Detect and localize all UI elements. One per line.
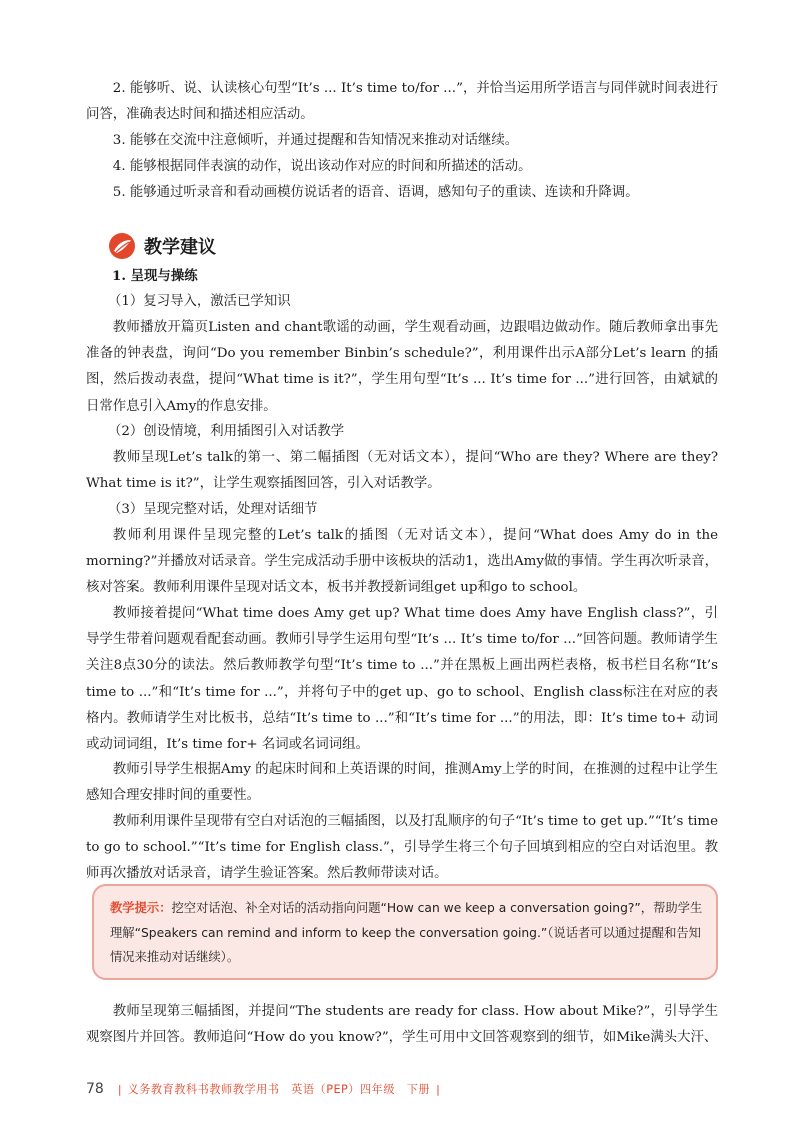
objective-4: 4. 能够根据同伴表演的动作，说出该动作对应的时间和所描述的活动。 (112, 159, 532, 174)
step-3-title: （3）呈现完整对话，处理对话细节 (108, 502, 318, 517)
step-1-body: 教师播放开篇页Listen and chant歌谣的动画，学生观看动画，边跟唱边做动作。随后教师拿出事先准备的钟表盘，询问“Do you remember Binbin’s schedule?”，利用课件出示A部分Let’s learn 的插图，然后拨动表盘，提问“What time is it?”，学生用句型“It’s ... It’s time for ...”进行回答，由斌斌的日常作息引入Amy的作息安排。 (86, 320, 718, 414)
teaching-tip (110, 896, 704, 970)
footer-divider-end: | (436, 1082, 440, 1096)
footer-book-title: 义务教育教科书教师教学用书 英语（PEP）四年级 下册 (127, 1083, 431, 1096)
book-leaf-icon (108, 232, 136, 260)
tip-label: 教学提示： (110, 901, 172, 915)
step-2-body: 教师呈现Let’s talk的第一、第二幅插图（无对话文本），提问“Who are they? Where are they? What time is it?”，让学生观察插图回答，引入对话教学。 (86, 450, 718, 492)
objective-2: 2. 能够听、说、认读核心句型“It’s ... It’s time to/for ...”，并恰当运用所学语言与同伴就时间表进行问答，准确表达时间和描述相应活动。 (86, 81, 718, 123)
objective-3: 3. 能够在交流中注意倾听，并通过提醒和告知情况来推动对话继续。 (112, 133, 519, 148)
step-3-para-4: 教师利用课件呈现带有空白对话泡的三幅插图，以及打乱顺序的句子“It’s time to get up.”“It’s time to go to school.”“It’s time for English class.”，引导学生将三个句子回填到相应的空白对话泡里。教师再次播放对话录音，请学生验证答案。然后教师带读对话。 (86, 814, 718, 882)
step-3-para-3: 教师引导学生根据Amy 的起床时间和上英语课的时间，推测Amy上学的时间，在推测的过程中让学生感知合理安排时间的重要性。 (86, 762, 718, 804)
final-paragraph: 教师呈现第三幅插图，并提问“The students are ready for class. How about Mike?”，引导学生观察图片并回答。教师追问“How do you know?”，学生可用中文回答观察到的细节，如Mike满头大汗、 (86, 1004, 718, 1046)
tip-text: 挖空对话泡、补全对话的活动指向问题“How can we keep a conversation going?”，帮助学生理解“Speakers can remind and inform to keep the conversation going.”（说话者可以通过提醒和告知情况来推动对话继续）。 (110, 901, 703, 964)
step-2-title: （2）创设情境，利用插图引入对话教学 (108, 424, 345, 439)
subheading: 1. 呈现与操练 (112, 268, 198, 284)
step-3-para-1: 教师利用课件呈现完整的Let’s talk的插图（无对话文本），提问“What does Amy do in the morning?”并播放对话录音。学生完成活动手册中该板块的活动1，选出Amy做的事情。学生再次听录音，核对答案。教师利用课件呈现对话文本，板书并教授新词组get up和go to school。 (86, 528, 718, 596)
section-title: 教学建议 (144, 237, 216, 258)
section-heading (108, 232, 216, 260)
footer-divider: | (117, 1082, 122, 1096)
page-footer (86, 1079, 446, 1099)
step-3-para-2: 教师接着提问“What time does Amy get up? What time does Amy have English class?”，引导学生带着问题观看配套动画。教师引导学生运用句型“It’s ... It’s time to/for ...”回答问题。教师请学生关注8点30分的读法。然后教师教学句型“It’s time to ...”并在黑板上画出两栏表格，板书栏目名称“It’s time to ...”和“It’s time for ...”，并将句子中的get up、go to school、English class标注在对应的表格内。教师请学生对比板书，总结“It’s time to ...”和“It’s time for ...”的用法，即：It’s time to+ 动词或动词词组，It’s time for+ 名词或名词词组。 (86, 606, 718, 753)
objective-5: 5. 能够通过听录音和看动画模仿说话者的语音、语调，感知句子的重读、连读和升降调。 (112, 185, 639, 200)
page-number: 78 (86, 1081, 104, 1097)
step-1-title: （1）复习导入，激活已学知识 (108, 294, 291, 309)
